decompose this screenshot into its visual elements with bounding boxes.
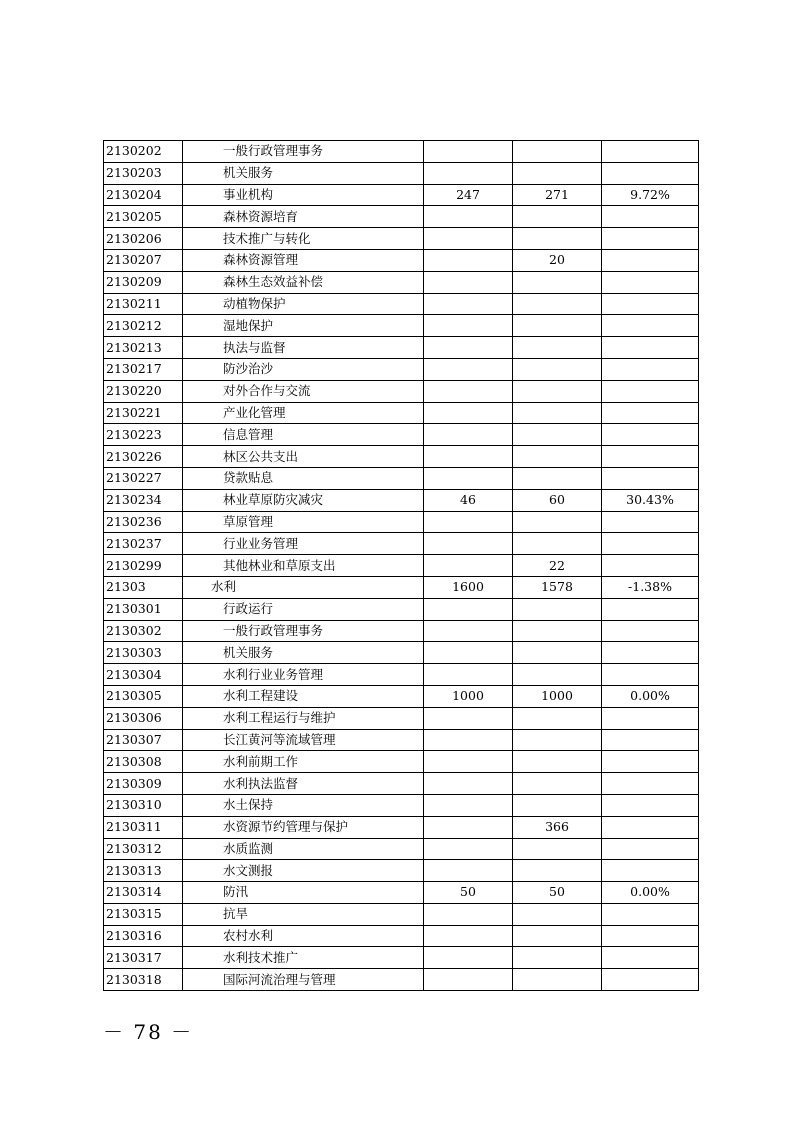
row-name-cell <box>183 729 424 751</box>
row-percent-cell: 9.72% <box>602 184 699 206</box>
row-percent-cell <box>602 358 699 380</box>
table-row <box>104 162 699 184</box>
row-name-label: 对外合作与交流 <box>223 383 311 399</box>
row-percent-cell <box>602 903 699 925</box>
row-percent-cell: 0.00% <box>602 685 699 707</box>
row-value2-cell <box>513 642 602 664</box>
row-name-cell <box>183 664 424 686</box>
row-code-cell: 2130303 <box>104 642 183 664</box>
row-name-label: 一般行政管理事务 <box>223 143 324 159</box>
row-value2-cell <box>513 402 602 424</box>
row-value2-cell <box>513 947 602 969</box>
row-value1-cell <box>424 358 513 380</box>
row-value2-cell <box>513 446 602 468</box>
row-name-cell <box>183 358 424 380</box>
row-code-cell: 2130207 <box>104 249 183 271</box>
row-name-cell <box>183 271 424 293</box>
row-percent-cell <box>602 555 699 577</box>
table-row <box>104 751 699 773</box>
row-value1-cell <box>424 380 513 402</box>
row-value2-cell: 60 <box>513 489 602 511</box>
table-row <box>104 206 699 228</box>
row-name-label: 信息管理 <box>223 426 274 442</box>
row-name-cell <box>183 860 424 882</box>
row-name-cell <box>183 511 424 533</box>
row-name-label: 水利行业业务管理 <box>223 666 324 682</box>
row-name-label: 水利技术推广 <box>223 949 299 965</box>
row-value1-cell <box>424 206 513 228</box>
row-name-cell <box>183 925 424 947</box>
row-name-label: 水质监测 <box>223 840 274 856</box>
row-code-cell: 2130316 <box>104 925 183 947</box>
row-name-cell <box>183 947 424 969</box>
row-code-cell: 2130311 <box>104 816 183 838</box>
row-name-cell <box>183 141 424 163</box>
row-value2-cell <box>513 271 602 293</box>
row-code-cell: 2130304 <box>104 664 183 686</box>
table-row <box>104 489 699 511</box>
row-value1-cell <box>424 293 513 315</box>
row-value2-cell <box>513 511 602 533</box>
row-name-label: 湿地保护 <box>223 317 274 333</box>
budget-table <box>103 140 699 991</box>
row-code-cell: 2130301 <box>104 598 183 620</box>
row-name-cell <box>183 969 424 991</box>
row-value1-cell <box>424 598 513 620</box>
row-percent-cell <box>602 925 699 947</box>
row-value1-cell: 1000 <box>424 685 513 707</box>
row-value1-cell <box>424 794 513 816</box>
row-code-cell: 2130317 <box>104 947 183 969</box>
row-code-cell: 2130223 <box>104 424 183 446</box>
row-name-label: 抗旱 <box>223 906 249 922</box>
row-name-cell <box>183 380 424 402</box>
row-percent-cell <box>602 228 699 250</box>
row-value2-cell <box>513 664 602 686</box>
table-row <box>104 838 699 860</box>
row-name-label: 水文测报 <box>223 862 274 878</box>
row-name-label: 水资源节约管理与保护 <box>223 819 349 835</box>
row-name-cell <box>183 337 424 359</box>
row-code-cell: 2130213 <box>104 337 183 359</box>
row-name-cell <box>183 206 424 228</box>
row-code-cell: 2130314 <box>104 882 183 904</box>
row-name-label: 执法与监督 <box>223 339 286 355</box>
row-value1-cell <box>424 816 513 838</box>
row-percent-cell: 30.43% <box>602 489 699 511</box>
table-row <box>104 228 699 250</box>
row-name-label: 林区公共支出 <box>223 448 299 464</box>
row-code-cell: 2130312 <box>104 838 183 860</box>
row-percent-cell <box>602 402 699 424</box>
row-value1-cell <box>424 249 513 271</box>
table-row <box>104 358 699 380</box>
row-name-label: 森林生态效益补偿 <box>223 274 324 290</box>
row-name-cell <box>183 249 424 271</box>
row-value2-cell <box>513 903 602 925</box>
row-code-cell: 2130221 <box>104 402 183 424</box>
row-value1-cell <box>424 315 513 337</box>
row-code-cell: 2130307 <box>104 729 183 751</box>
row-value2-cell: 271 <box>513 184 602 206</box>
row-name-cell <box>183 707 424 729</box>
row-value2-cell <box>513 467 602 489</box>
table-row <box>104 598 699 620</box>
row-name-cell <box>183 489 424 511</box>
row-code-cell: 2130302 <box>104 620 183 642</box>
row-code-cell: 2130226 <box>104 446 183 468</box>
row-percent-cell <box>602 293 699 315</box>
row-name-label: 水利前期工作 <box>223 753 299 769</box>
row-code-cell: 21303 <box>104 576 183 598</box>
row-name-label: 水土保持 <box>223 797 274 813</box>
row-value2-cell <box>513 533 602 555</box>
row-code-cell: 2130202 <box>104 141 183 163</box>
row-value1-cell <box>424 860 513 882</box>
row-code-cell: 2130237 <box>104 533 183 555</box>
row-value1-cell: 50 <box>424 882 513 904</box>
row-value1-cell <box>424 337 513 359</box>
row-percent-cell <box>602 773 699 795</box>
row-percent-cell <box>602 838 699 860</box>
row-name-cell <box>183 555 424 577</box>
row-name-label: 机关服务 <box>223 644 274 660</box>
row-value2-cell <box>513 707 602 729</box>
row-value2-cell <box>513 162 602 184</box>
row-code-cell: 2130306 <box>104 707 183 729</box>
table-row <box>104 860 699 882</box>
row-value1-cell <box>424 162 513 184</box>
row-value2-cell <box>513 141 602 163</box>
row-code-cell: 2130211 <box>104 293 183 315</box>
table-row <box>104 620 699 642</box>
row-value2-cell <box>513 380 602 402</box>
row-percent-cell <box>602 511 699 533</box>
row-percent-cell <box>602 816 699 838</box>
row-value2-cell: 1000 <box>513 685 602 707</box>
table-row <box>104 664 699 686</box>
row-percent-cell: -1.38% <box>602 576 699 598</box>
row-name-label: 贷款贴息 <box>223 470 274 486</box>
table-row <box>104 794 699 816</box>
row-code-cell: 2130217 <box>104 358 183 380</box>
row-value1-cell <box>424 773 513 795</box>
row-value1-cell: 1600 <box>424 576 513 598</box>
row-name-label: 水利 <box>211 579 237 595</box>
row-percent-cell <box>602 947 699 969</box>
row-name-cell <box>183 424 424 446</box>
row-code-cell: 2130234 <box>104 489 183 511</box>
row-percent-cell <box>602 860 699 882</box>
row-value2-cell: 22 <box>513 555 602 577</box>
row-name-cell <box>183 576 424 598</box>
table-row <box>104 947 699 969</box>
row-value2-cell <box>513 729 602 751</box>
row-value1-cell <box>424 228 513 250</box>
table-row <box>104 467 699 489</box>
row-name-cell <box>183 794 424 816</box>
row-value1-cell: 247 <box>424 184 513 206</box>
row-percent-cell <box>602 707 699 729</box>
table-row <box>104 969 699 991</box>
row-value2-cell: 20 <box>513 249 602 271</box>
row-name-cell <box>183 598 424 620</box>
row-percent-cell <box>602 533 699 555</box>
row-percent-cell <box>602 249 699 271</box>
row-percent-cell <box>602 337 699 359</box>
row-name-label: 长江黄河等流域管理 <box>223 731 336 747</box>
row-name-cell <box>183 685 424 707</box>
table-row <box>104 816 699 838</box>
row-name-label: 机关服务 <box>223 165 274 181</box>
row-value1-cell <box>424 642 513 664</box>
row-value1-cell <box>424 969 513 991</box>
row-percent-cell <box>602 729 699 751</box>
row-code-cell: 2130308 <box>104 751 183 773</box>
table-row <box>104 446 699 468</box>
row-name-cell <box>183 882 424 904</box>
row-code-cell: 2130205 <box>104 206 183 228</box>
row-value2-cell <box>513 293 602 315</box>
table-row <box>104 576 699 598</box>
row-name-cell <box>183 184 424 206</box>
row-name-label: 森林资源培育 <box>223 208 299 224</box>
row-percent-cell <box>602 380 699 402</box>
table-row <box>104 424 699 446</box>
row-value1-cell <box>424 467 513 489</box>
table-row <box>104 555 699 577</box>
row-code-cell: 2130315 <box>104 903 183 925</box>
row-value1-cell <box>424 533 513 555</box>
row-percent-cell <box>602 664 699 686</box>
row-name-cell <box>183 642 424 664</box>
row-value1-cell <box>424 664 513 686</box>
table-row <box>104 533 699 555</box>
row-percent-cell <box>602 794 699 816</box>
row-name-label: 防汛 <box>223 884 249 900</box>
row-name-cell <box>183 533 424 555</box>
row-name-label: 农村水利 <box>223 928 274 944</box>
row-code-cell: 2130313 <box>104 860 183 882</box>
table-row <box>104 293 699 315</box>
row-code-cell: 2130212 <box>104 315 183 337</box>
row-name-label: 行业业务管理 <box>223 535 299 551</box>
row-percent-cell <box>602 141 699 163</box>
budget-table-body <box>104 141 699 991</box>
row-name-label: 一般行政管理事务 <box>223 622 324 638</box>
row-value2-cell: 1578 <box>513 576 602 598</box>
row-code-cell: 2130220 <box>104 380 183 402</box>
row-name-label: 水利工程运行与维护 <box>223 710 336 726</box>
row-value1-cell <box>424 271 513 293</box>
row-value2-cell <box>513 424 602 446</box>
row-percent-cell <box>602 598 699 620</box>
table-row <box>104 337 699 359</box>
row-value2-cell <box>513 358 602 380</box>
table-row <box>104 141 699 163</box>
row-value2-cell <box>513 773 602 795</box>
row-percent-cell <box>602 642 699 664</box>
row-value1-cell <box>424 707 513 729</box>
row-name-cell <box>183 467 424 489</box>
table-row <box>104 249 699 271</box>
row-percent-cell <box>602 467 699 489</box>
row-code-cell: 2130236 <box>104 511 183 533</box>
row-value1-cell <box>424 925 513 947</box>
row-name-cell <box>183 293 424 315</box>
row-value1-cell: 46 <box>424 489 513 511</box>
table-row <box>104 729 699 751</box>
table-row <box>104 271 699 293</box>
row-value2-cell <box>513 206 602 228</box>
row-name-cell <box>183 402 424 424</box>
row-value1-cell <box>424 446 513 468</box>
row-code-cell: 2130204 <box>104 184 183 206</box>
row-value1-cell <box>424 511 513 533</box>
row-name-cell <box>183 162 424 184</box>
table-row <box>104 707 699 729</box>
row-name-label: 草原管理 <box>223 513 274 529</box>
table-row <box>104 642 699 664</box>
row-value1-cell <box>424 838 513 860</box>
table-row <box>104 380 699 402</box>
row-value1-cell <box>424 751 513 773</box>
row-code-cell: 2130209 <box>104 271 183 293</box>
row-percent-cell <box>602 751 699 773</box>
row-value2-cell <box>513 337 602 359</box>
table-row <box>104 882 699 904</box>
row-percent-cell <box>602 206 699 228</box>
row-name-cell <box>183 228 424 250</box>
row-name-cell <box>183 751 424 773</box>
row-value1-cell <box>424 424 513 446</box>
row-value2-cell: 366 <box>513 816 602 838</box>
row-value1-cell <box>424 141 513 163</box>
row-percent-cell: 0.00% <box>602 882 699 904</box>
row-percent-cell <box>602 446 699 468</box>
row-name-cell <box>183 620 424 642</box>
row-code-cell: 2130318 <box>104 969 183 991</box>
row-value1-cell <box>424 555 513 577</box>
row-name-cell <box>183 446 424 468</box>
row-percent-cell <box>602 162 699 184</box>
row-value1-cell <box>424 947 513 969</box>
row-value1-cell <box>424 903 513 925</box>
row-code-cell: 2130310 <box>104 794 183 816</box>
table-row <box>104 315 699 337</box>
row-value2-cell <box>513 860 602 882</box>
row-code-cell: 2130206 <box>104 228 183 250</box>
row-name-label: 林业草原防灾减灾 <box>223 492 324 508</box>
row-percent-cell <box>602 620 699 642</box>
row-name-label: 水利工程建设 <box>223 688 299 704</box>
row-value2-cell <box>513 794 602 816</box>
row-code-cell: 2130203 <box>104 162 183 184</box>
row-value1-cell <box>424 620 513 642</box>
row-name-label: 国际河流治理与管理 <box>223 971 336 987</box>
table-row <box>104 925 699 947</box>
row-name-label: 水利执法监督 <box>223 775 299 791</box>
page-number: － 78 － <box>103 1020 194 1044</box>
row-percent-cell <box>602 969 699 991</box>
row-value2-cell <box>513 315 602 337</box>
row-name-label: 技术推广与转化 <box>223 230 311 246</box>
row-percent-cell <box>602 424 699 446</box>
row-code-cell: 2130309 <box>104 773 183 795</box>
row-name-cell <box>183 816 424 838</box>
row-code-cell: 2130227 <box>104 467 183 489</box>
row-value1-cell <box>424 402 513 424</box>
row-value2-cell <box>513 751 602 773</box>
row-value2-cell <box>513 620 602 642</box>
row-name-label: 其他林业和草原支出 <box>223 557 336 573</box>
row-code-cell: 2130299 <box>104 555 183 577</box>
row-code-cell: 2130305 <box>104 685 183 707</box>
row-value2-cell <box>513 838 602 860</box>
row-name-label: 事业机构 <box>223 186 274 202</box>
row-name-label: 动植物保护 <box>223 295 286 311</box>
row-name-label: 行政运行 <box>223 601 274 617</box>
row-name-cell <box>183 773 424 795</box>
row-name-cell <box>183 903 424 925</box>
row-name-label: 产业化管理 <box>223 404 286 420</box>
table-row <box>104 184 699 206</box>
row-value1-cell <box>424 729 513 751</box>
row-value2-cell <box>513 969 602 991</box>
table-row <box>104 685 699 707</box>
table-row <box>104 773 699 795</box>
row-percent-cell <box>602 315 699 337</box>
row-value2-cell: 50 <box>513 882 602 904</box>
table-row <box>104 511 699 533</box>
row-name-cell <box>183 838 424 860</box>
row-value2-cell <box>513 228 602 250</box>
row-name-label: 防沙治沙 <box>223 361 274 377</box>
row-name-cell <box>183 315 424 337</box>
table-row <box>104 402 699 424</box>
table-row <box>104 903 699 925</box>
row-percent-cell <box>602 271 699 293</box>
row-name-label: 森林资源管理 <box>223 252 299 268</box>
row-value2-cell <box>513 598 602 620</box>
row-value2-cell <box>513 925 602 947</box>
